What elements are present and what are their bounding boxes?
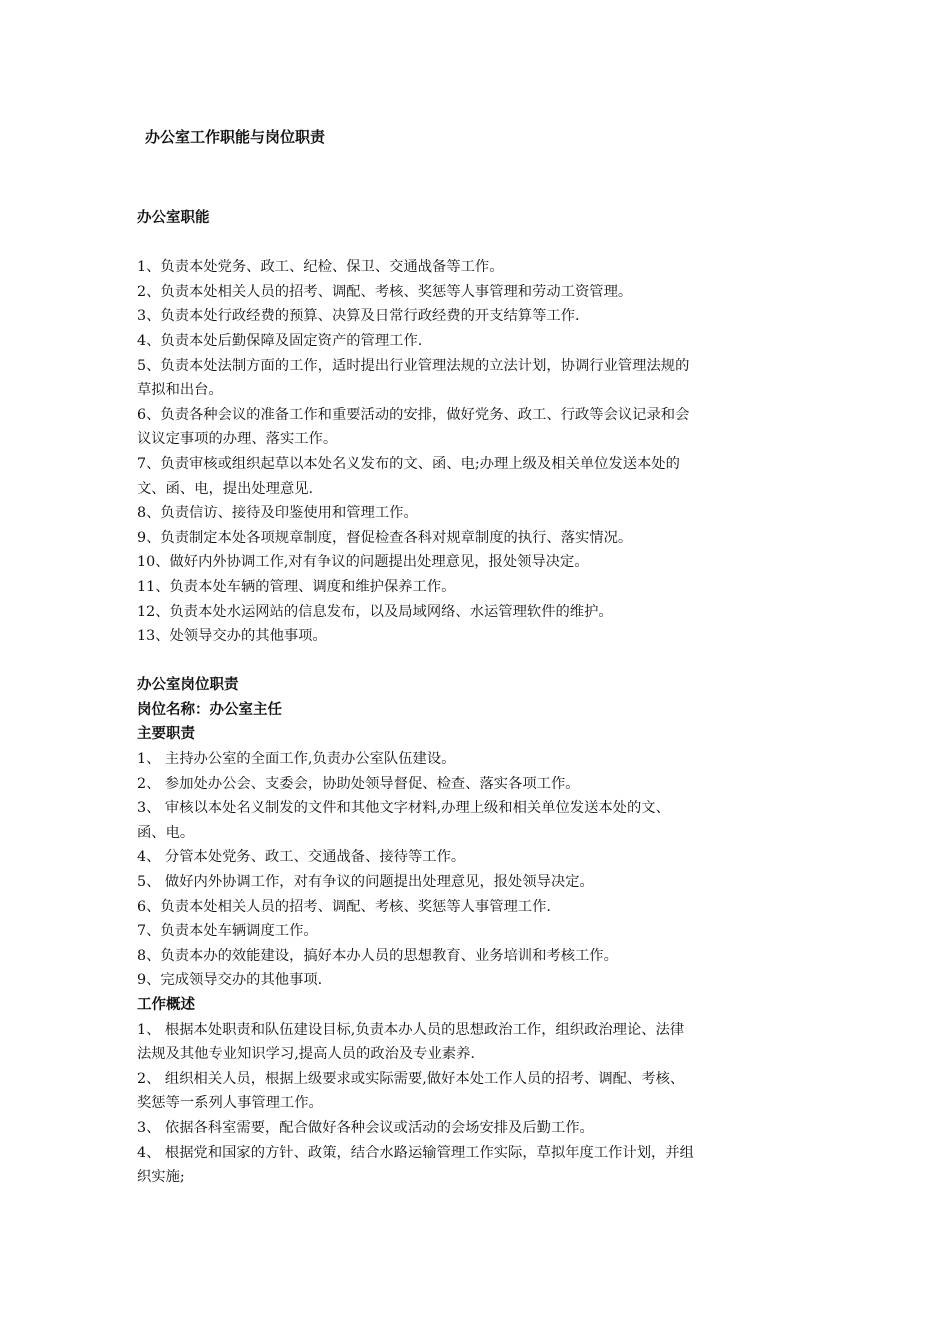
function-line: 草拟和出台。 [137,382,223,399]
duty-line: 9、完成领导交办的其他事项. [137,972,323,989]
function-line: 8、负责信访、接待及印鉴使用和管理工作。 [137,505,418,522]
overview-line: 2、 组织相关人员，根据上级要求或实际需要,做好本处工作人员的招考、调配、考核、 [137,1070,685,1087]
duties-list [137,747,797,993]
overview-heading: 工作概述 [137,997,195,1013]
duty-line: 6、负责本处相关人员的招考、调配、考核、奖惩等人事管理工作. [137,898,551,915]
duty-line: 3、 审核以本处名义制发的文件和其他文字材料,办理上级和相关单位发送本处的文、 [137,800,670,817]
duty-line: 1、 主持办公室的全面工作,负责办公室队伍建设。 [137,751,456,768]
duty-line: 4、 分管本处党务、政工、交通战备、接待等工作。 [137,849,466,866]
function-line: 10、做好内外协调工作,对有争议的问题提出处理意见，报处领导决定。 [137,554,589,571]
duty-line: 7、负责本处车辆调度工作。 [137,923,318,940]
functions-heading: 办公室职能 [137,210,210,226]
overview-line: 奖惩等一系列人事管理工作。 [137,1095,323,1112]
spacer [137,231,797,256]
duties-heading: 主要职责 [137,726,195,743]
functions-list [137,255,797,649]
overview-line: 织实施; [137,1169,185,1186]
duty-line: 2、 参加处办公会、支委会，协助处领导督促、检查、落实各项工作。 [137,775,580,792]
overview-list [137,1018,797,1190]
overview-line: 3、 依据各科室需要，配合做好各种会议或活动的会场安排及后勤工作。 [137,1119,594,1136]
document-title: 办公室工作职能与岗位职责 [145,128,326,146]
function-line: 议议定事项的办理、落实工作。 [137,431,338,448]
post-name: 岗位名称：办公室主任 [137,701,282,718]
spacer [137,649,797,674]
duty-line: 8、负责本办的效能建设，搞好本办人员的思想教育、业务培训和考核工作。 [137,947,618,964]
overview-line: 4、 根据党和国家的方针、政策，结合水路运输管理工作实际，草拟年度工作计划，并组 [137,1144,694,1161]
function-line: 12、负责本处水运网站的信息发布，以及局域网络、水运管理软件的维护。 [137,603,613,620]
function-line: 11、负责本处车辆的管理、调度和维护保养工作。 [137,578,456,595]
duty-line: 5、 做好内外协调工作，对有争议的问题提出处理意见，报处领导决定。 [137,874,594,891]
function-line: 5、负责本处法制方面的工作，适时提出行业管理法规的立法计划，协调行业管理法规的 [137,357,690,374]
function-line: 1、负责本处党务、政工、纪检、保卫、交通战备等工作。 [137,259,504,276]
positions-heading: 办公室岗位职责 [137,677,239,694]
function-line: 6、负责各种会议的准备工作和重要活动的安排，做好党务、政工、行政等会议记录和会 [137,406,690,423]
duty-line: 函、电。 [137,824,195,841]
function-line: 7、负责审核或组织起草以本处名义发布的文、函、电;办理上级及相关单位发送本处的 [137,455,680,472]
overview-line: 1、 根据本处职责和队伍建设目标,负责本办人员的思想政治工作，组织政治理论、法律 [137,1021,685,1038]
function-line: 文、函、电，提出处理意见. [137,480,314,497]
function-line: 9、负责制定本处各项规章制度，督促检查各科对规章制度的执行、落实情况。 [137,529,633,546]
function-line: 3、负责本处行政经费的预算、决算及日常行政经费的开支结算等工作. [137,308,580,325]
function-line: 2、负责本处相关人员的招考、调配、考核、奖惩等人事管理和劳动工资管理。 [137,283,633,300]
document-body [137,206,797,1190]
function-line: 4、负责本处后勤保障及固定资产的管理工作. [137,332,423,349]
overview-line: 法规及其他专业知识学习,提高人员的政治及专业素养. [137,1046,475,1063]
function-line: 13、处领导交办的其他事项。 [137,628,327,645]
